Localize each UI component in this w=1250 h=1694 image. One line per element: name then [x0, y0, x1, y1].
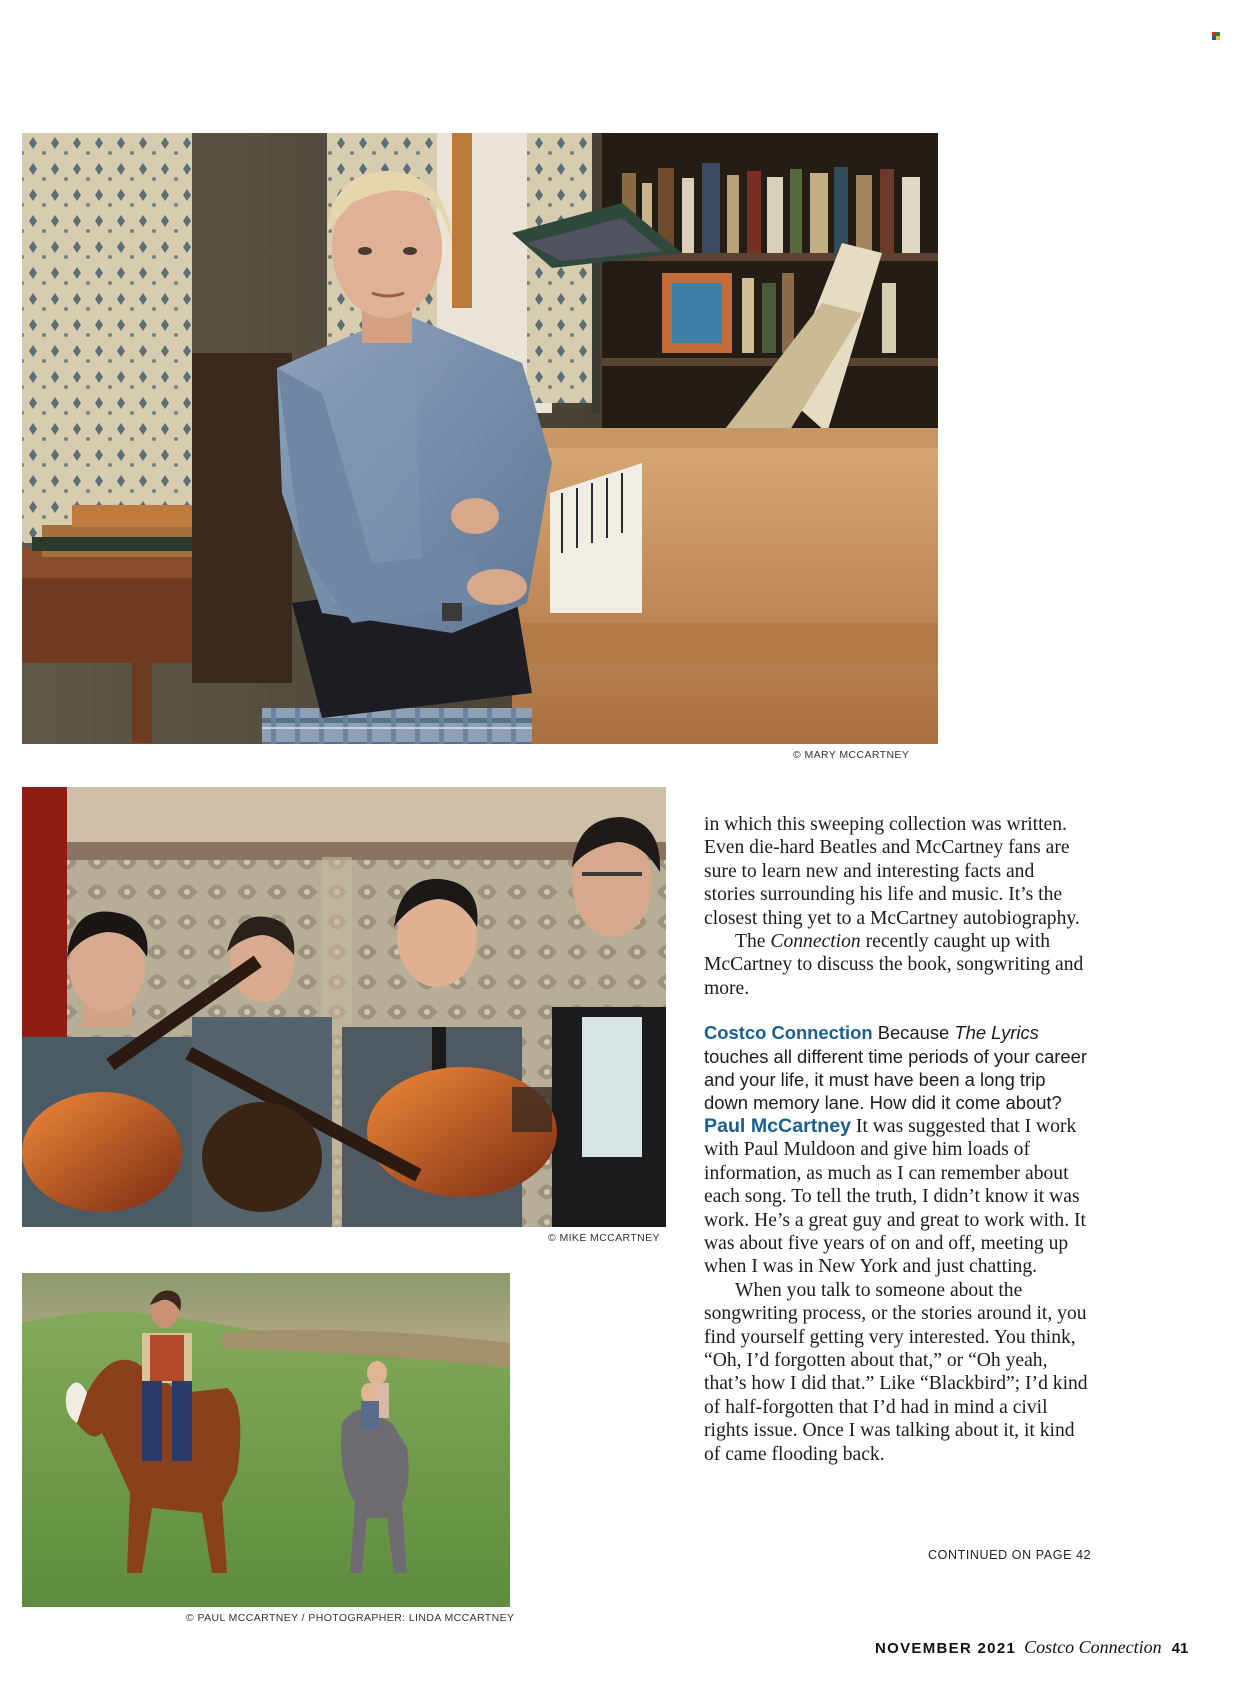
article-paragraph: in which this sweeping collection was written. Even die-hard Beatles and McCartney fans are sure to learn new and interesting facts and stories surrounding his life and music. It’s the closest thing yet to a McCartney autobiography.	[704, 814, 1080, 929]
speaker-label: Costco Connection	[704, 1022, 873, 1044]
photo-credit: © MARY MCCARTNEY	[793, 749, 910, 761]
photo-horse-riding	[22, 1273, 510, 1607]
continued-on-page: CONTINUED ON PAGE 42	[928, 1548, 1092, 1562]
issue-date: NOVEMBER 2021	[875, 1640, 1017, 1657]
photo-credit: © PAUL MCCARTNEY / PHOTOGRAPHER: LINDA MCCARTNEY	[186, 1612, 515, 1624]
photo-mccartney-at-piano	[22, 133, 938, 744]
page-footer	[875, 1637, 1188, 1658]
registration-mark	[1212, 32, 1220, 40]
photo-young-band	[22, 787, 666, 1227]
article-paragraph: The Connection recently caught up with McCartney to discuss the book, songwriting and more.	[704, 931, 1084, 999]
answer-paragraph: Paul McCartney It was suggested that I work with Paul Muldoon and give him loads of information, as much as I can remember about each song. To tell the truth, I didn’t know it was work. He’s a great guy and great to work with. It was about five years of on and off, meeting up when I was in New York and just chatting.	[704, 1114, 1086, 1278]
article-paragraph: When you talk to someone about the songwriting process, or the stories around it, you find yourself getting very interested. You think, “Oh, I’d forgotten about that,” or “Oh yeah, that’s how I did that.” Like “Blackbird”; I’d kind of half-forgotten that I’d had in mind a civil rights issue. Once I was talking about it, it kind of came flooding back.	[704, 1279, 1088, 1465]
question-paragraph: Costco Connection Because The Lyrics touches all different time periods of your career and your life, it must have been a long trip down memory lane. How did it come about?	[704, 1022, 1087, 1114]
photo-credit: © MIKE MCCARTNEY	[548, 1232, 660, 1244]
page-number: 41	[1171, 1640, 1189, 1657]
article-column	[704, 813, 1090, 1466]
magazine-name: Costco Connection	[1024, 1637, 1162, 1657]
speaker-label: Paul McCartney	[704, 1114, 852, 1137]
